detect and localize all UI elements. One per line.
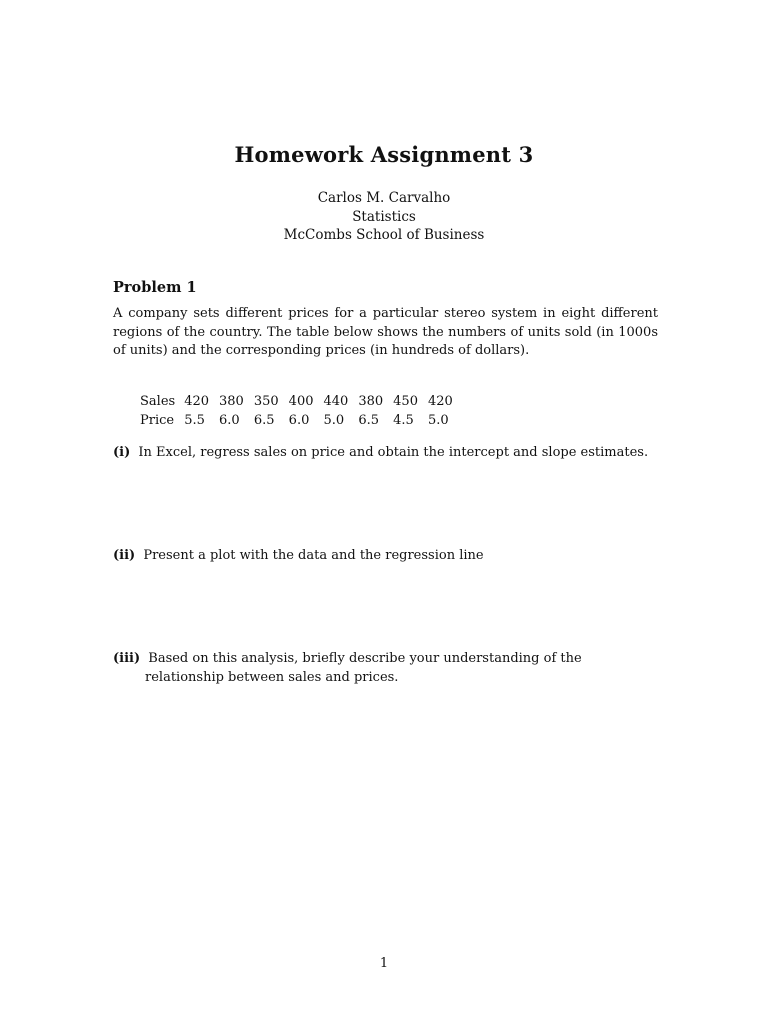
sales-cell: 380 [219, 394, 244, 409]
price-cell: 6.0 [288, 412, 310, 428]
page-number: 1 [379, 956, 389, 971]
price-row [140, 412, 458, 431]
price-cell: 6.0 [219, 412, 240, 428]
price-cell: 5.0 [427, 412, 449, 428]
question-text: Based on this analysis, briefly describe your understanding of the relationship between sales and prices. [145, 651, 582, 685]
price-cell: 6.5 [253, 412, 275, 428]
author-block [0, 189, 768, 245]
price-cell: 4.5 [393, 412, 414, 428]
question-number: (ii) [113, 548, 136, 563]
sales-cell: 400 [288, 394, 314, 409]
price-cell: 5.0 [323, 412, 345, 428]
question-i [113, 444, 658, 463]
sales-row [140, 393, 458, 412]
question-number: (iii) [113, 651, 141, 666]
price-cell: 6.5 [358, 412, 380, 428]
question-text: Present a plot with the data and the regression line [143, 548, 484, 563]
problem-intro: A company sets different prices for a particular stereo system in eight different regions of the country. The table below shows the numbers of units sold (in 1000s of units) and the corresponding prices (in hundreds of dollars). [113, 306, 658, 358]
sales-price-table [140, 393, 458, 430]
author-name: Carlos M. Carvalho [317, 190, 451, 206]
question-hanging-block [113, 650, 658, 687]
question-iii [113, 650, 658, 687]
price-label: Price [140, 412, 175, 428]
question-ii [113, 547, 658, 566]
course-name: Statistics [352, 208, 416, 225]
school-name: McCombs School of Business [283, 227, 485, 243]
sales-cell: 450 [393, 394, 418, 409]
problem-heading: Problem 1 [113, 279, 197, 296]
price-cell: 5.5 [184, 412, 205, 428]
sales-cell: 380 [358, 394, 384, 409]
sales-cell: 420 [184, 394, 210, 409]
question-number: (i) [113, 445, 131, 460]
sales-cell: 440 [323, 394, 349, 409]
sales-label: Sales [140, 394, 176, 409]
page-title: Homework Assignment 3 [234, 142, 534, 167]
question-text: In Excel, regress sales on price and obtain the intercept and slope estimates. [138, 445, 649, 460]
sales-cell: 420 [427, 394, 453, 409]
sales-cell: 350 [253, 394, 279, 409]
